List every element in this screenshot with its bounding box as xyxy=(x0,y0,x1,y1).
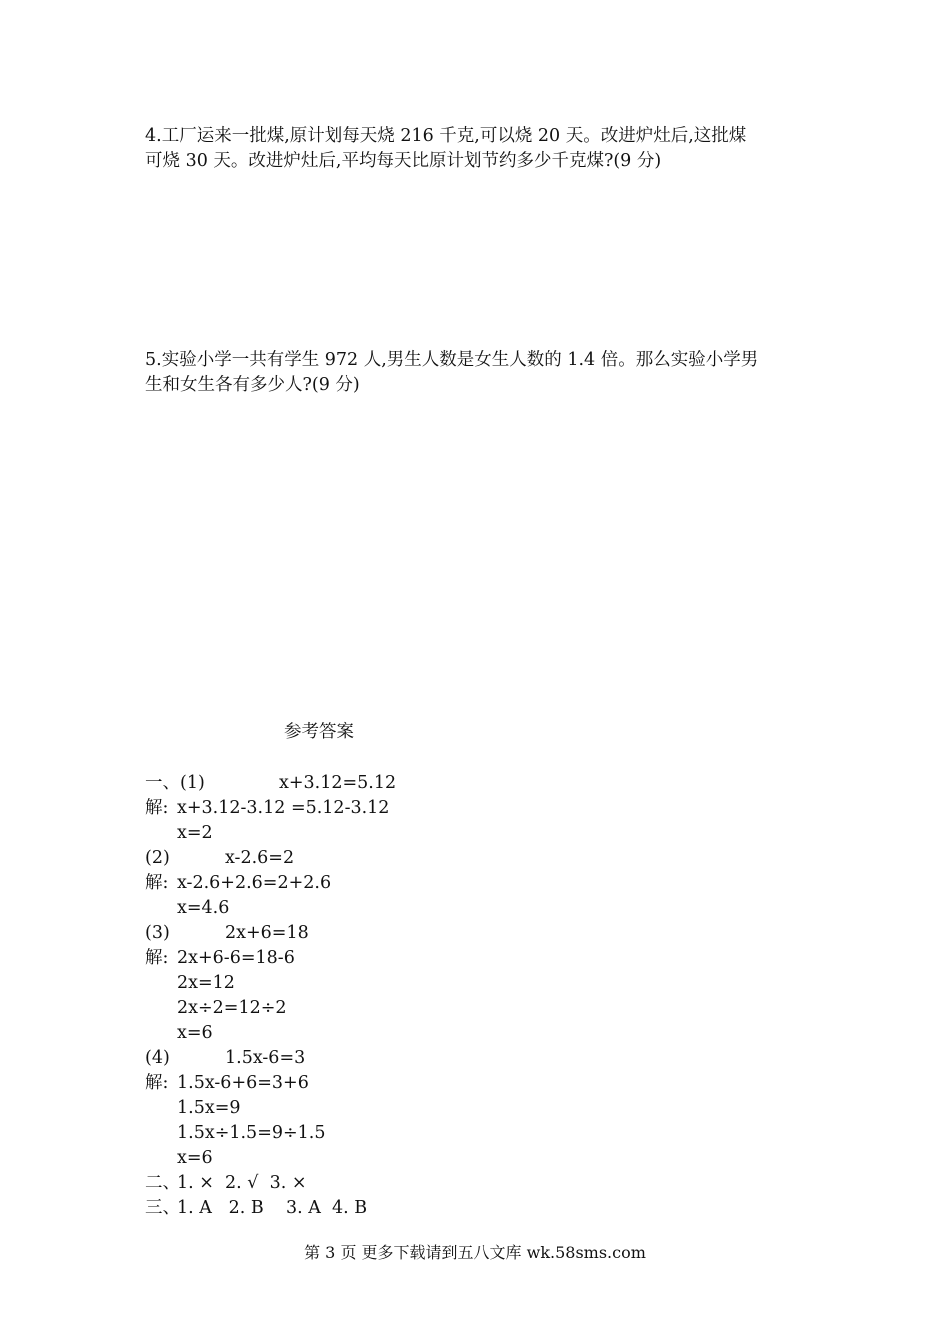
answer-label xyxy=(145,1096,177,1121)
answer-label xyxy=(145,996,177,1021)
answer-text: 1.5x=9 xyxy=(177,1098,241,1118)
answer-label: 解: xyxy=(145,798,169,818)
answer-key-title: 参考答案 xyxy=(284,722,354,742)
answer-key xyxy=(145,771,645,1221)
answer-text: x=6 xyxy=(177,1023,213,1043)
answer-row xyxy=(145,871,645,896)
answer-text: 1.5x-6+6=3+6 xyxy=(177,1073,309,1093)
answer-row xyxy=(145,846,645,871)
page-footer: 第 3 页 更多下载请到五八文库 wk.58sms.com xyxy=(304,1243,646,1262)
answer-row xyxy=(145,1121,645,1146)
answer-row xyxy=(145,771,645,796)
answer-row xyxy=(145,1021,645,1046)
answer-text: 1.5x-6=3 xyxy=(225,1048,306,1068)
answer-label xyxy=(145,1021,177,1046)
answer-row xyxy=(145,1196,645,1221)
answer-label xyxy=(145,821,177,846)
answer-label: 解: xyxy=(145,948,169,968)
answer-text: x-2.6+2.6=2+2.6 xyxy=(177,873,332,893)
answer-label xyxy=(145,1146,177,1171)
answer-text: 1. × 2. √ 3. × xyxy=(177,1173,307,1193)
answer-text: x+3.12-3.12 =5.12-3.12 xyxy=(177,798,390,818)
answer-text: 2x=12 xyxy=(177,973,235,993)
answer-text: 2x+6-6=18-6 xyxy=(177,948,295,968)
question-5-line-2: 生和女生各有多少人?(9 分) xyxy=(145,375,360,395)
answer-row xyxy=(145,996,645,1021)
question-5-line-1: 5.实验小学一共有学生 972 人,男生人数是女生人数的 1.4 倍。那么实验小学男 xyxy=(145,350,759,370)
answer-label: 二、 xyxy=(145,1173,180,1193)
answer-row xyxy=(145,821,645,846)
answer-row xyxy=(145,796,645,821)
answer-row xyxy=(145,896,645,921)
answer-label: (4) xyxy=(145,1048,170,1068)
question-4-line-2: 可烧 30 天。改进炉灶后,平均每天比原计划节约多少千克煤?(9 分) xyxy=(145,151,662,171)
answer-label: 三、 xyxy=(145,1198,180,1218)
answer-label xyxy=(145,971,177,996)
answer-label: (2) xyxy=(145,848,170,868)
answer-label xyxy=(145,1121,177,1146)
answer-row xyxy=(145,946,645,971)
answer-label: 解: xyxy=(145,873,169,893)
answer-row xyxy=(145,1146,645,1171)
answer-text: x=4.6 xyxy=(177,898,230,918)
answer-text: 2x+6=18 xyxy=(225,923,309,943)
answer-text: x=6 xyxy=(177,1148,213,1168)
answer-text: 2x÷2=12÷2 xyxy=(177,998,287,1018)
question-4-line-1: 4.工厂运来一批煤,原计划每天烧 216 千克,可以烧 20 天。改进炉灶后,这批煤 xyxy=(145,126,747,146)
question-4 xyxy=(145,124,815,174)
answer-label xyxy=(145,896,177,921)
answer-text: x-2.6=2 xyxy=(225,848,295,868)
answer-label: (3) xyxy=(145,923,170,943)
answer-text: x+3.12=5.12 xyxy=(279,773,397,793)
answer-text: 1. A 2. B 3. A 4. B xyxy=(177,1198,368,1218)
answer-label: 一、(1) xyxy=(145,773,205,793)
answer-text: x=2 xyxy=(177,823,213,843)
answer-row xyxy=(145,1071,645,1096)
answer-row xyxy=(145,1096,645,1121)
answer-row xyxy=(145,1171,645,1196)
answer-row xyxy=(145,1046,645,1071)
question-5 xyxy=(145,348,815,398)
answer-label: 解: xyxy=(145,1073,169,1093)
answer-row xyxy=(145,971,645,996)
answer-text: 1.5x÷1.5=9÷1.5 xyxy=(177,1123,326,1143)
answer-row xyxy=(145,921,645,946)
